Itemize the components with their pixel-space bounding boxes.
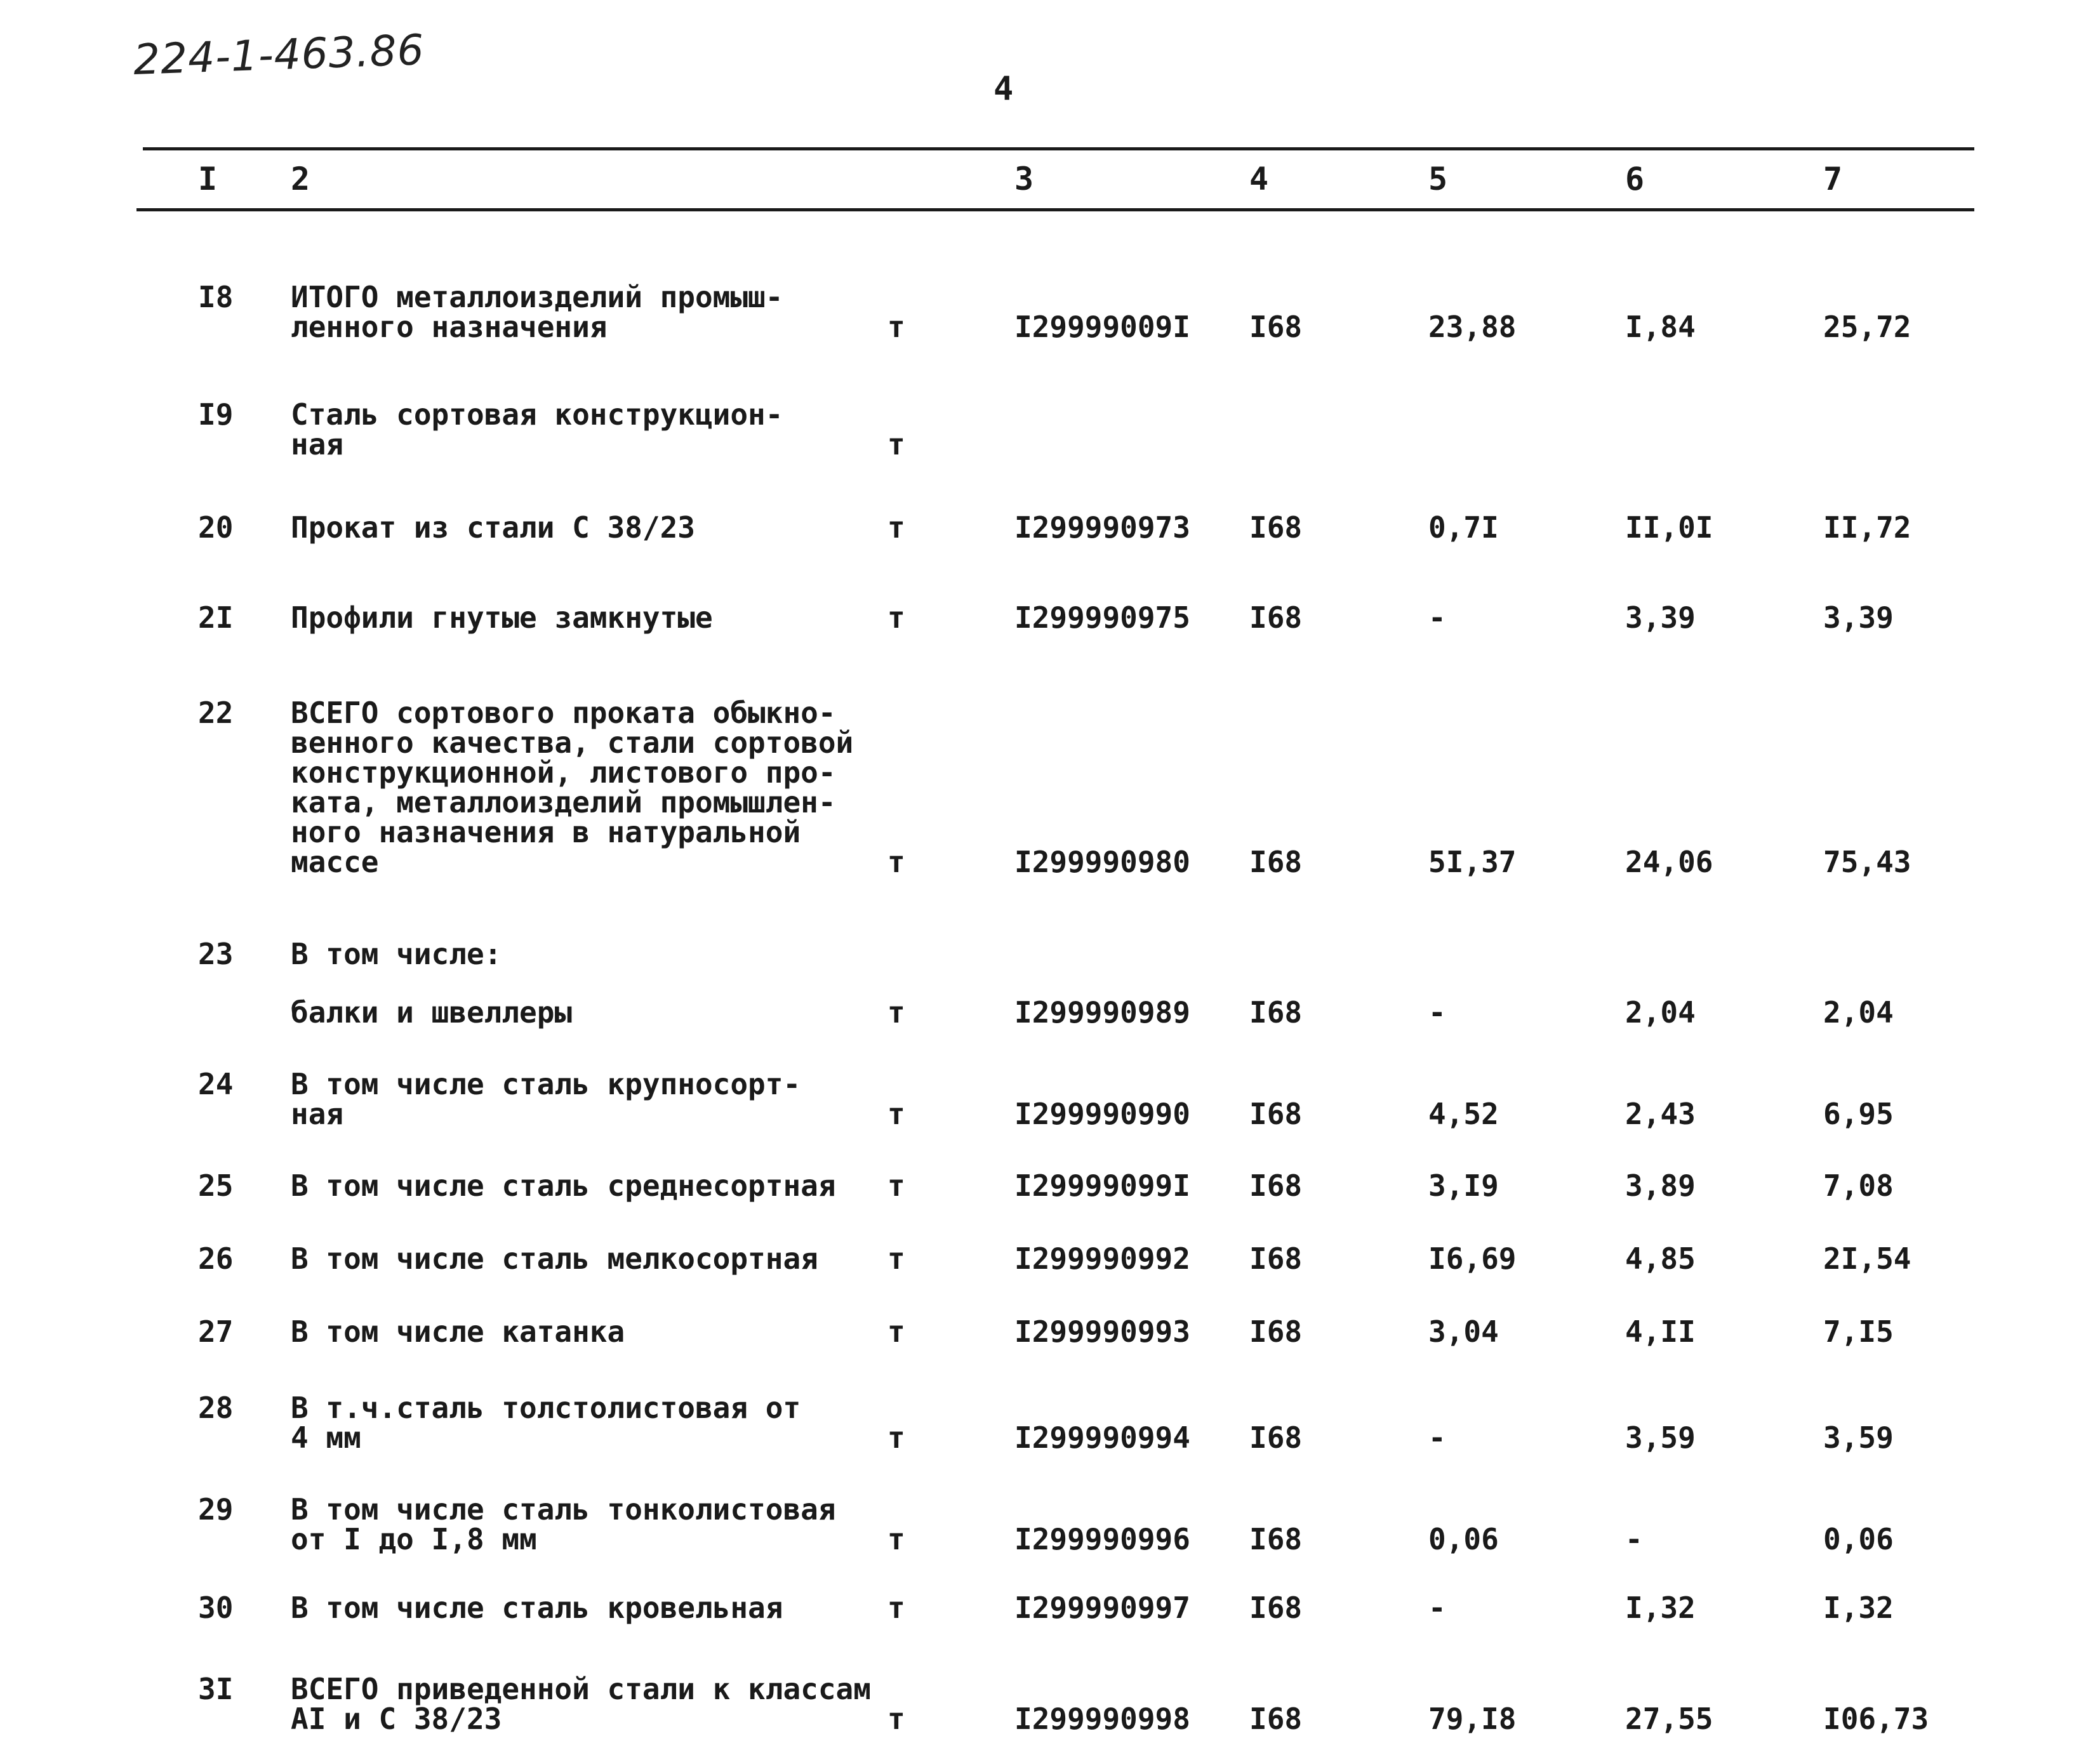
header-col-7: 7 [1823,161,1843,197]
row-col-4: I68 [1249,1702,1303,1736]
row-code: I299990980 [1014,845,1190,879]
row-number: 23 [198,937,234,971]
row-unit: т [887,510,905,545]
row-col-6: 3,59 [1625,1421,1696,1455]
row-col-5: 5I,37 [1428,845,1517,879]
header-col-3: 3 [1014,161,1034,197]
row-description-line: ленного назначения [291,310,608,344]
row-col-5: I6,69 [1428,1242,1517,1276]
row-col-6: 4,85 [1625,1242,1696,1276]
row-col-5: 0,7I [1428,510,1499,545]
row-col-4: I68 [1249,995,1303,1030]
row-code: I299990998 [1014,1702,1190,1736]
row-col-4: I68 [1249,310,1303,344]
row-number: 24 [198,1067,234,1101]
row-col-7: 3,39 [1823,600,1894,635]
row-number: 29 [198,1492,234,1527]
row-col-5: 3,04 [1428,1315,1499,1349]
row-col-4: I68 [1249,600,1303,635]
row-col-4: I68 [1249,845,1303,879]
row-unit: т [887,995,905,1030]
row-description-line: венного качества, стали сортовой [291,725,854,760]
row-description-line: АI и С 38/23 [291,1702,502,1736]
header-col-1: I [198,161,218,197]
row-col-7: I06,73 [1823,1702,1929,1736]
row-unit: т [887,1169,905,1203]
row-col-5: 79,I8 [1428,1702,1517,1736]
row-unit: т [887,1242,905,1276]
row-col-6: I,84 [1625,310,1696,344]
row-col-6: 4,II [1625,1315,1696,1349]
row-col-5: - [1428,1421,1446,1455]
row-col-4: I68 [1249,510,1303,545]
row-number: 22 [198,696,234,730]
row-description-line: В т.ч.сталь толстолистовая от [291,1391,801,1425]
header-col-6: 6 [1625,161,1645,197]
row-number: 26 [198,1242,234,1276]
row-col-6: - [1625,1522,1643,1556]
row-unit: т [887,600,905,635]
row-description-line: ВСЕГО сортового проката обыкно- [291,696,836,730]
row-code: I299990975 [1014,600,1190,635]
row-col-4: I68 [1249,1315,1303,1349]
row-col-7: I,32 [1823,1591,1894,1625]
row-code: I299990992 [1014,1242,1190,1276]
row-description-line: 4 мм [291,1421,361,1455]
row-unit: т [887,1702,905,1736]
row-col-4: I68 [1249,1421,1303,1455]
row-col-6: II,0I [1625,510,1713,545]
row-description-line: массе [291,845,379,879]
row-description-line: балки и швеллеры [291,995,573,1030]
row-description-line: В том числе: [291,937,502,971]
row-description-line: В том числе сталь мелкосортная [291,1242,818,1276]
document-code: 224-1-463.86 [132,25,425,84]
row-col-4: I68 [1249,1522,1303,1556]
row-unit: т [887,310,905,344]
row-description-line: В том числе сталь среднесортная [291,1169,836,1203]
row-description-line: В том числе катанка [291,1315,625,1349]
row-col-7: 2,04 [1823,995,1894,1030]
row-col-6: 3,39 [1625,600,1696,635]
row-code: I299990993 [1014,1315,1190,1349]
row-col-4: I68 [1249,1242,1303,1276]
row-col-7: 0,06 [1823,1522,1894,1556]
row-description-line: Профили гнутые замкнутые [291,600,713,635]
row-description-line: ного назначения в натуральной [291,815,801,849]
row-description-line: ная [291,1097,344,1131]
table-rule-top [143,147,1974,150]
row-description-line: ката, металлоизделий промышлен- [291,785,836,819]
row-unit: т [887,1522,905,1556]
row-col-7: 25,72 [1823,310,1911,344]
row-col-5: 0,06 [1428,1522,1499,1556]
row-code: I299990989 [1014,995,1190,1030]
row-col-5: - [1428,600,1446,635]
row-code: I299990997 [1014,1591,1190,1625]
row-code: I299990990 [1014,1097,1190,1131]
row-col-7: 3,59 [1823,1421,1894,1455]
header-col-5: 5 [1428,161,1448,197]
row-description-line: ИТОГО металлоизделий промыш- [291,280,783,314]
row-number: I8 [198,280,234,314]
row-col-7: 6,95 [1823,1097,1894,1131]
row-unit: т [887,1315,905,1349]
row-unit: т [887,427,905,461]
row-description-line: В том числе сталь кровельная [291,1591,783,1625]
row-unit: т [887,1097,905,1131]
row-col-7: II,72 [1823,510,1911,545]
row-code: I299990996 [1014,1522,1190,1556]
row-col-6: I,32 [1625,1591,1696,1625]
row-col-7: 7,I5 [1823,1315,1894,1349]
row-col-6: 24,06 [1625,845,1713,879]
table-rule-bottom [136,208,1974,211]
row-code: I29999009I [1014,310,1190,344]
row-col-4: I68 [1249,1591,1303,1625]
row-description-line: Прокат из стали С 38/23 [291,510,695,545]
row-code: I299990973 [1014,510,1190,545]
row-number: 25 [198,1169,234,1203]
row-description-line: конструкционной, листового про- [291,755,836,790]
row-unit: т [887,845,905,879]
row-col-7: 75,43 [1823,845,1911,879]
row-col-4: I68 [1249,1169,1303,1203]
row-number: 3I [198,1672,234,1706]
row-number: 2I [198,600,234,635]
row-col-6: 27,55 [1625,1702,1713,1736]
row-col-5: - [1428,995,1446,1030]
row-col-7: 7,08 [1823,1169,1894,1203]
row-number: 28 [198,1391,234,1425]
header-col-2: 2 [291,161,310,197]
row-code: I29999099I [1014,1169,1190,1203]
row-description-line: Сталь сортовая конструкцион- [291,397,783,432]
row-col-5: 4,52 [1428,1097,1499,1131]
row-col-7: 2I,54 [1823,1242,1911,1276]
row-description-line: ная [291,427,344,461]
row-unit: т [887,1421,905,1455]
row-description-line: ВСЕГО приведенной стали к классам [291,1672,871,1706]
row-code: I299990994 [1014,1421,1190,1455]
row-description-line: от I до I,8 мм [291,1522,537,1556]
row-col-6: 2,43 [1625,1097,1696,1131]
row-col-6: 3,89 [1625,1169,1696,1203]
row-col-5: 23,88 [1428,310,1517,344]
row-col-5: 3,I9 [1428,1169,1499,1203]
row-col-5: - [1428,1591,1446,1625]
row-number: 27 [198,1315,234,1349]
row-description-line: В том числе сталь тонколистовая [291,1492,836,1527]
page-number: 4 [994,70,1014,108]
row-unit: т [887,1591,905,1625]
row-col-6: 2,04 [1625,995,1696,1030]
row-number: I9 [198,397,234,432]
row-number: 20 [198,510,234,545]
row-number: 30 [198,1591,234,1625]
row-description-line: В том числе сталь крупносорт- [291,1067,801,1101]
header-col-4: 4 [1249,161,1269,197]
row-col-4: I68 [1249,1097,1303,1131]
